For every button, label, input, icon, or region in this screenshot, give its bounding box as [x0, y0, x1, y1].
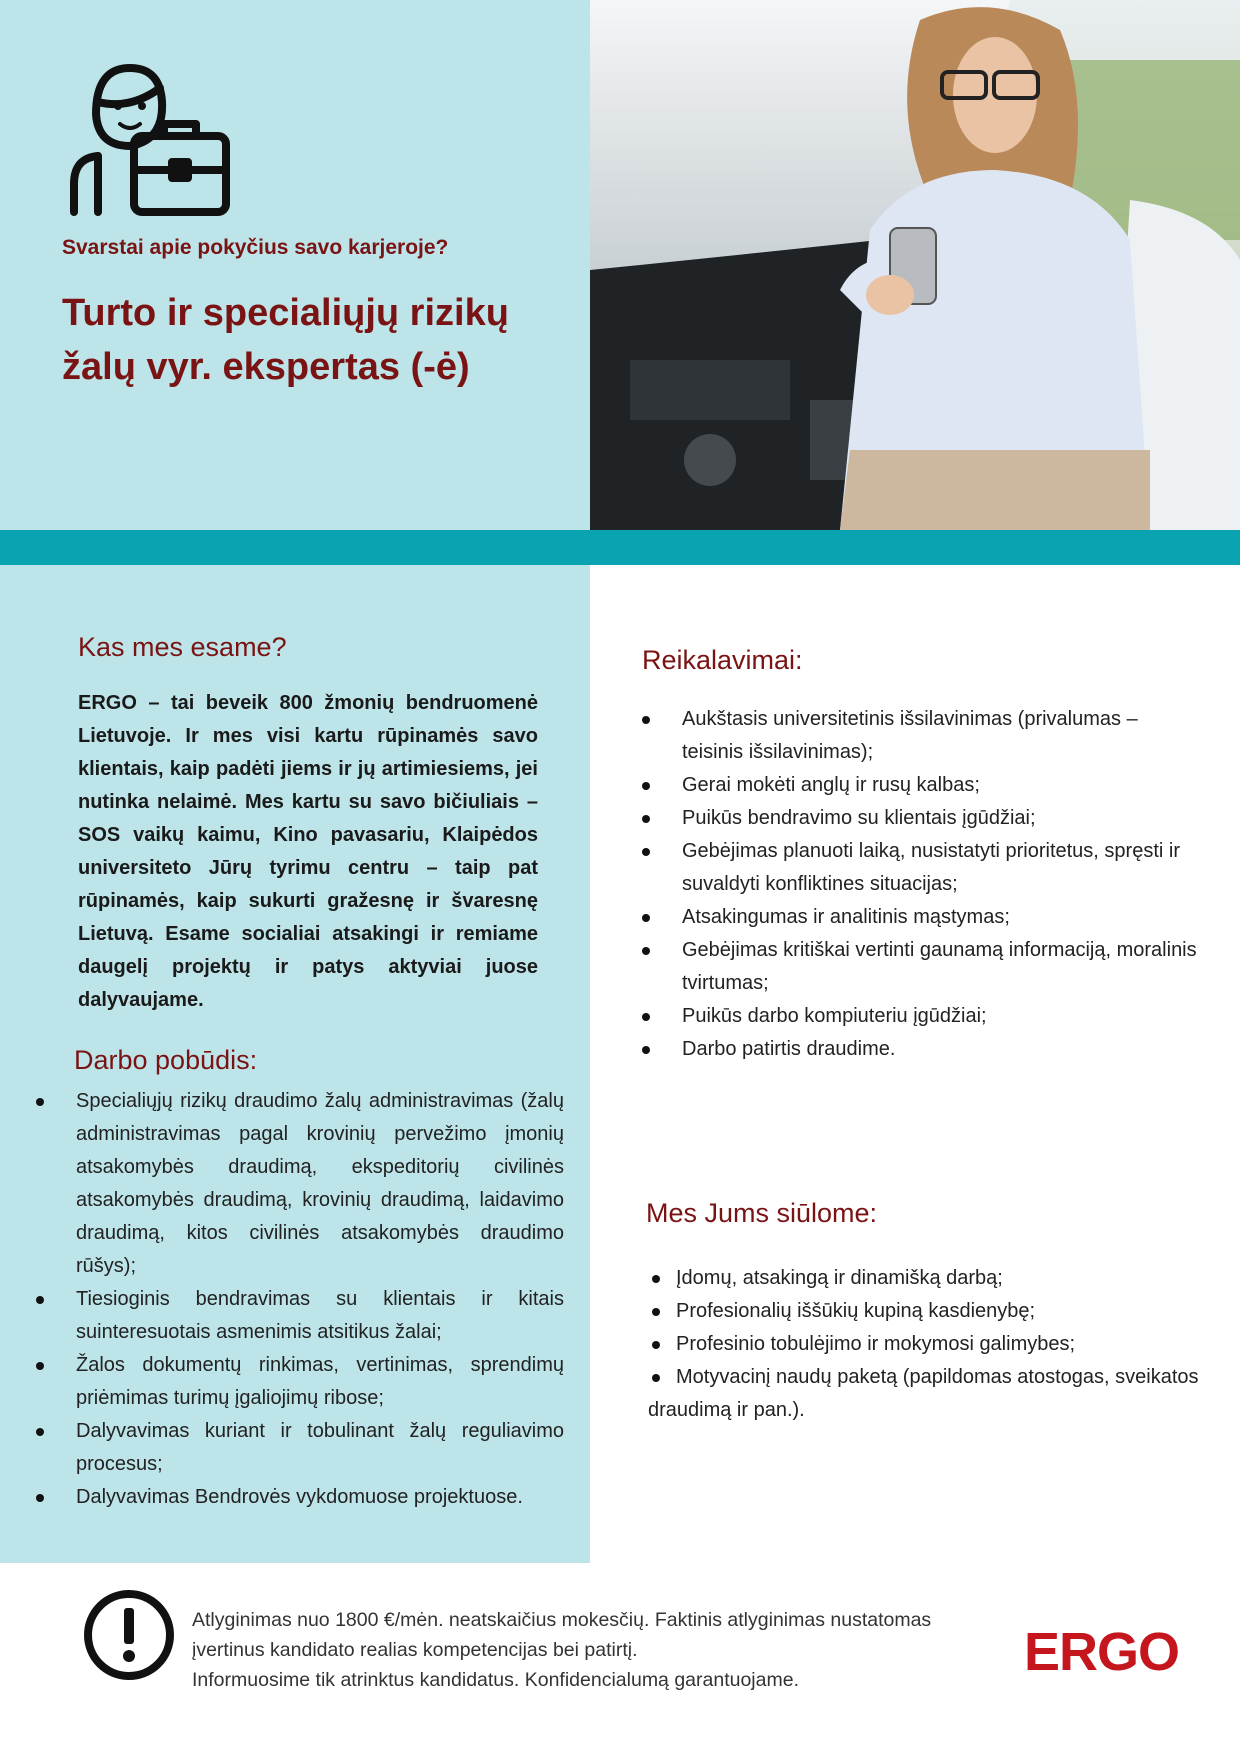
- list-item: Žalos dokumentų rinkimas, vertinimas, sprendimų priėmimas turimų įgaliojimų ribose;: [36, 1349, 564, 1415]
- job-title-line1: Turto ir specialiųjų rizikų: [62, 292, 509, 334]
- list-item: Atsakingumas ir analitinis mąstymas;: [642, 901, 1202, 934]
- bullet-icon: [642, 1013, 650, 1021]
- hero-photo: [590, 0, 1240, 530]
- salary-notice: [192, 1605, 1012, 1695]
- divider-band: [0, 530, 1240, 565]
- exclamation-notice-icon: [82, 1588, 176, 1682]
- bullet-icon: [642, 1046, 650, 1054]
- list-item: Puikūs bendravimo su klientais įgūdžiai;: [642, 802, 1202, 835]
- list-item: Motyvacinį naudų paketą (papildomas atostogas, sveikatos draudimą ir pan.).: [648, 1366, 1199, 1421]
- bullet-icon: [36, 1098, 44, 1106]
- salary-line-2: įvertinus kandidato realias kompetencijas bei patirtį.: [192, 1639, 638, 1661]
- list-item: Specialiųjų rizikų draudimo žalų administravimas (žalų administravimas pagal krovinių pervežimo įmonių atsakomybės draudimą, ekspeditorių civilinės atsakomybės draudimą, krovinių draudimą, laidavimo draudimą, kitos civilinės atsakomybės draudimo rūšys);: [36, 1085, 564, 1283]
- list-item: Dalyvavimas kuriant ir tobulinant žalų reguliavimo procesus;: [36, 1415, 564, 1481]
- list-item: Gebėjimas planuoti laiką, nusistatyti prioritetus, spręsti ir suvaldyti konfliktines situacijas;: [642, 835, 1202, 901]
- ergo-logo: ERGO: [1024, 1622, 1180, 1682]
- list-item: Gerai mokėti anglų ir rusų kalbas;: [642, 769, 1202, 802]
- bullet-icon: [652, 1341, 660, 1349]
- bullet-icon: [652, 1374, 660, 1382]
- list-item: Profesionalių iššūkių kupiną kasdienybę;: [648, 1295, 1208, 1328]
- bullet-icon: [36, 1494, 44, 1502]
- bullet-icon: [642, 716, 650, 724]
- bullet-icon: [36, 1362, 44, 1370]
- career-person-briefcase-icon: [68, 62, 238, 222]
- list-item: Gebėjimas kritiškai vertinti gaunamą informaciją, moralinis tvirtumas;: [642, 934, 1202, 1000]
- bullet-icon: [642, 947, 650, 955]
- bullet-icon: [652, 1308, 660, 1316]
- list-item: Tiesioginis bendravimas su klientais ir kitais suinteresuotais asmenimis atsitikus žalai;: [36, 1283, 564, 1349]
- bullet-icon: [642, 815, 650, 823]
- offers-list: [648, 1262, 1208, 1427]
- list-item: Dalyvavimas Bendrovės vykdomuose projektuose.: [36, 1481, 564, 1514]
- bullet-icon: [642, 914, 650, 922]
- bullet-icon: [642, 782, 650, 790]
- job-title-line2: žalų vyr. ekspertas (-ė): [62, 346, 470, 388]
- list-item: Darbo patirtis draudime.: [642, 1033, 1202, 1066]
- salary-line: Atlyginimas nuo 1800 €/mėn. neatskaičius mokesčių. Faktinis atlyginimas nustatomas: [192, 1609, 932, 1631]
- privacy-line: Informuosime tik atrinktus kandidatus. Konfidencialumą garantuojame.: [192, 1669, 799, 1691]
- header-kicker: Svarstai apie pokyčius savo karjeroje?: [62, 236, 449, 259]
- requirements-heading: Reikalavimai:: [642, 645, 803, 675]
- bullet-icon: [642, 848, 650, 856]
- bullet-icon: [652, 1275, 660, 1283]
- about-heading: Kas mes esame?: [78, 632, 287, 662]
- duties-list: [36, 1085, 564, 1514]
- job-title: [62, 286, 562, 394]
- bullet-icon: [36, 1296, 44, 1304]
- list-item: Įdomų, atsakingą ir dinamišką darbą;: [648, 1262, 1208, 1295]
- about-text: ERGO – tai beveik 800 žmonių bendruomenė Lietuvoje. Ir mes visi kartu rūpinamės savo klientais, kaip padėti jiems ir jų artimiesiems, jei nutinka nelaimė. Mes kartu su savo bičiuliais – SOS vaikų kaimu, Kino pavasariu, Klaipėdos universiteto Jūrų tyrimu centru – taip pat rūpinamės, kaip sukurti gražesnę ir švaresnę Lietuvą. Esame socialiai atsakingi ir remiame daugelį projektų ir patys aktyviai juose dalyvaujame.: [78, 692, 538, 1011]
- offers-heading: Mes Jums siūlome:: [646, 1198, 878, 1228]
- list-item: Puikūs darbo kompiuteriu įgūdžiai;: [642, 1000, 1202, 1033]
- bullet-icon: [36, 1428, 44, 1436]
- list-item: Profesinio tobulėjimo ir mokymosi galimybes;: [648, 1328, 1208, 1361]
- list-item: Aukštasis universitetinis išsilavinimas (privalumas – teisinis išsilavinimas);: [642, 703, 1202, 769]
- requirements-list: [642, 703, 1202, 1066]
- duties-heading: Darbo pobūdis:: [74, 1045, 258, 1075]
